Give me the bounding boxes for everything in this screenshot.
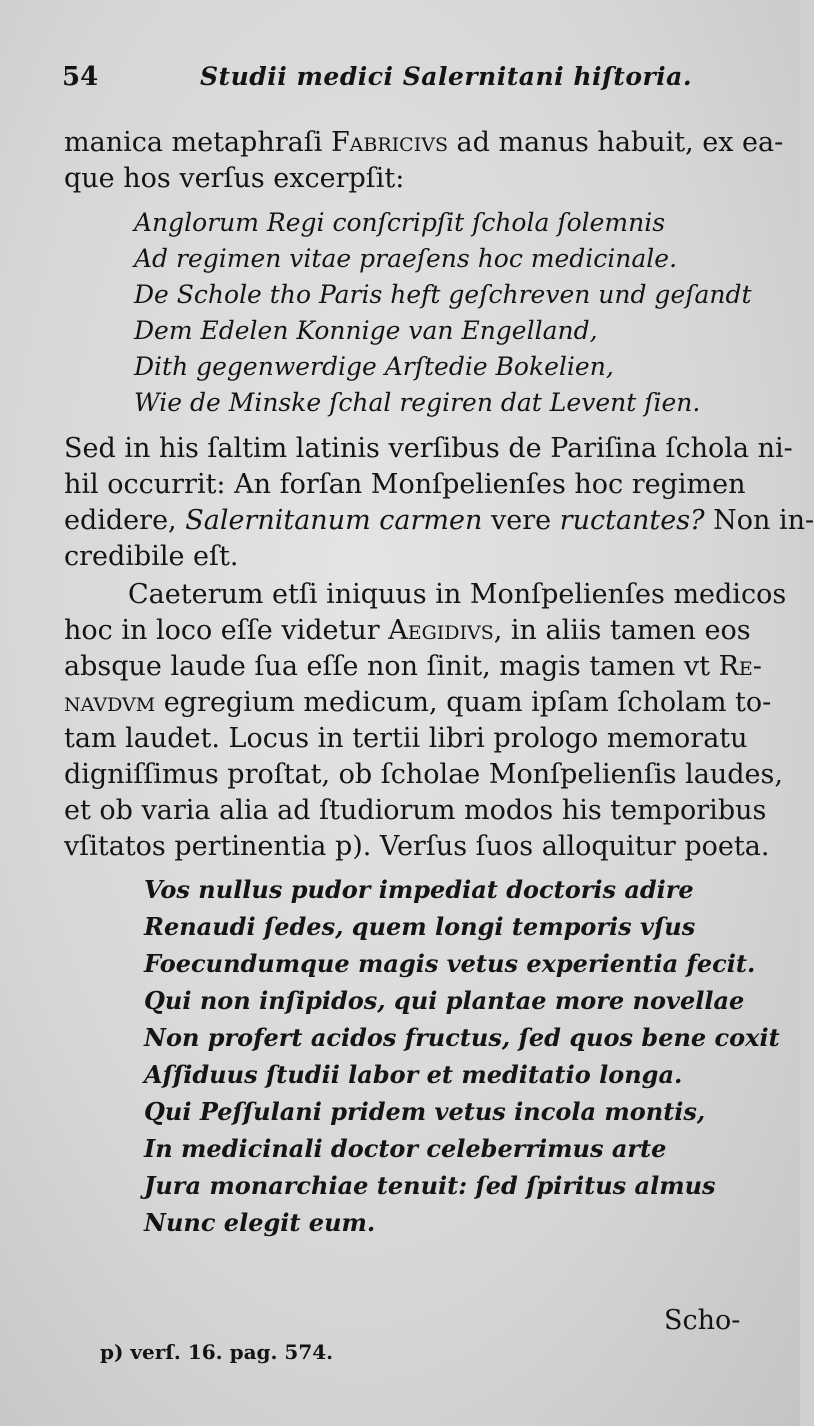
verse-block-2 — [144, 871, 780, 1241]
text-line: absque laude ſua eſſe non ſinit, magis tamen vt Re- — [64, 651, 762, 682]
verse-line: Dem Edelen Konnige van Engelland, — [134, 316, 598, 345]
author-name: navdvm — [64, 687, 156, 718]
verse-line: Anglorum Regi conſcripſit ſchola ſolemnis — [134, 208, 666, 237]
verse-line: Vos nullus pudor impediat doctoris adire — [144, 875, 694, 904]
text-line: vſitatos pertinentia p). Verſus ſuos alloquitur poeta. — [64, 831, 770, 862]
text-line: hoc in loco eſſe videtur Aegidivs, in aliis tamen eos — [64, 615, 751, 646]
verse-line: Jura monarchiae tenuit: ſed ſpiritus almus — [144, 1171, 716, 1200]
text-line: que hos verſus excerpſit: — [64, 163, 405, 194]
verse-line: De Schole tho Paris heft geſchreven und geſandt — [134, 280, 752, 309]
text-line: Caeterum etſi iniquus in Monſpelienſes medicos — [128, 579, 787, 610]
verse-line: Non profert acidos fructus, ſed quos bene coxit — [144, 1023, 780, 1052]
verse-line: Aſſiduus ſtudii labor et meditatio longa. — [144, 1060, 683, 1089]
italic-phrase: ructantes? — [559, 505, 705, 536]
verse-line: Qui non inſipidos, qui plantae more novellae — [144, 986, 745, 1015]
text-line: manica metaphraſi Fabricivs ad manus habuit, ex ea- — [64, 127, 784, 158]
text-line: digniſſimus proſtat, ob ſcholae Monſpelienſis laudes, — [64, 759, 783, 790]
text-line: navdvm egregium medicum, quam ipſam ſcholam to- — [64, 687, 772, 718]
verse-line: Nunc elegit eum. — [144, 1208, 376, 1237]
author-name: Aegidivs — [388, 615, 494, 646]
verse-line: Wie de Minske ſchal regiren dat Levent ſien. — [134, 388, 701, 417]
text-line: credibile eſt. — [64, 541, 239, 572]
verse-line: In medicinali doctor celeberrimus arte — [144, 1134, 667, 1163]
text-line: tam laudet. Locus in tertii libri prologo memoratu — [64, 723, 748, 754]
text-line: Sed in his ſaltim latinis verſibus de Pariſina ſchola ni- — [64, 433, 793, 464]
author-name: Fabricivs — [330, 127, 448, 158]
verse-line: Dith gegenwerdige Arſtedie Bokelien, — [134, 352, 614, 381]
paragraph-2 — [64, 431, 814, 575]
verse-line: Foecundumque magis vetus experientia fecit. — [144, 949, 756, 978]
author-name: Re- — [718, 651, 762, 682]
verse-line: Ad regimen vitae praeſens hoc medicinale. — [134, 244, 678, 273]
verse-line: Qui Peſſulani pridem vetus incola montis, — [144, 1097, 706, 1126]
text-line: edidere, Salernitanum carmen vere ructantes? Non in- — [64, 505, 814, 536]
page-header — [62, 62, 742, 102]
text-line: hil occurrit: An forſan Monſpelienſes hoc regimen — [64, 469, 746, 500]
italic-phrase: Salernitanum carmen — [185, 505, 483, 536]
text-line: et ob varia alia ad ſtudiorum modos his temporibus — [64, 795, 767, 826]
paragraph-1 — [64, 125, 784, 197]
page-body — [64, 125, 814, 1241]
page-number: 54 — [62, 62, 99, 92]
catchword: Scho- — [664, 1305, 741, 1336]
footnote: p) verſ. 16. pag. 574. — [100, 1340, 334, 1364]
verse-block-1 — [134, 205, 752, 421]
running-title: Studii medici Salernitani hiſtoria. — [200, 62, 693, 91]
verse-line: Renaudi ſedes, quem longi temporis vſus — [144, 912, 696, 941]
paragraph-3 — [64, 577, 787, 865]
